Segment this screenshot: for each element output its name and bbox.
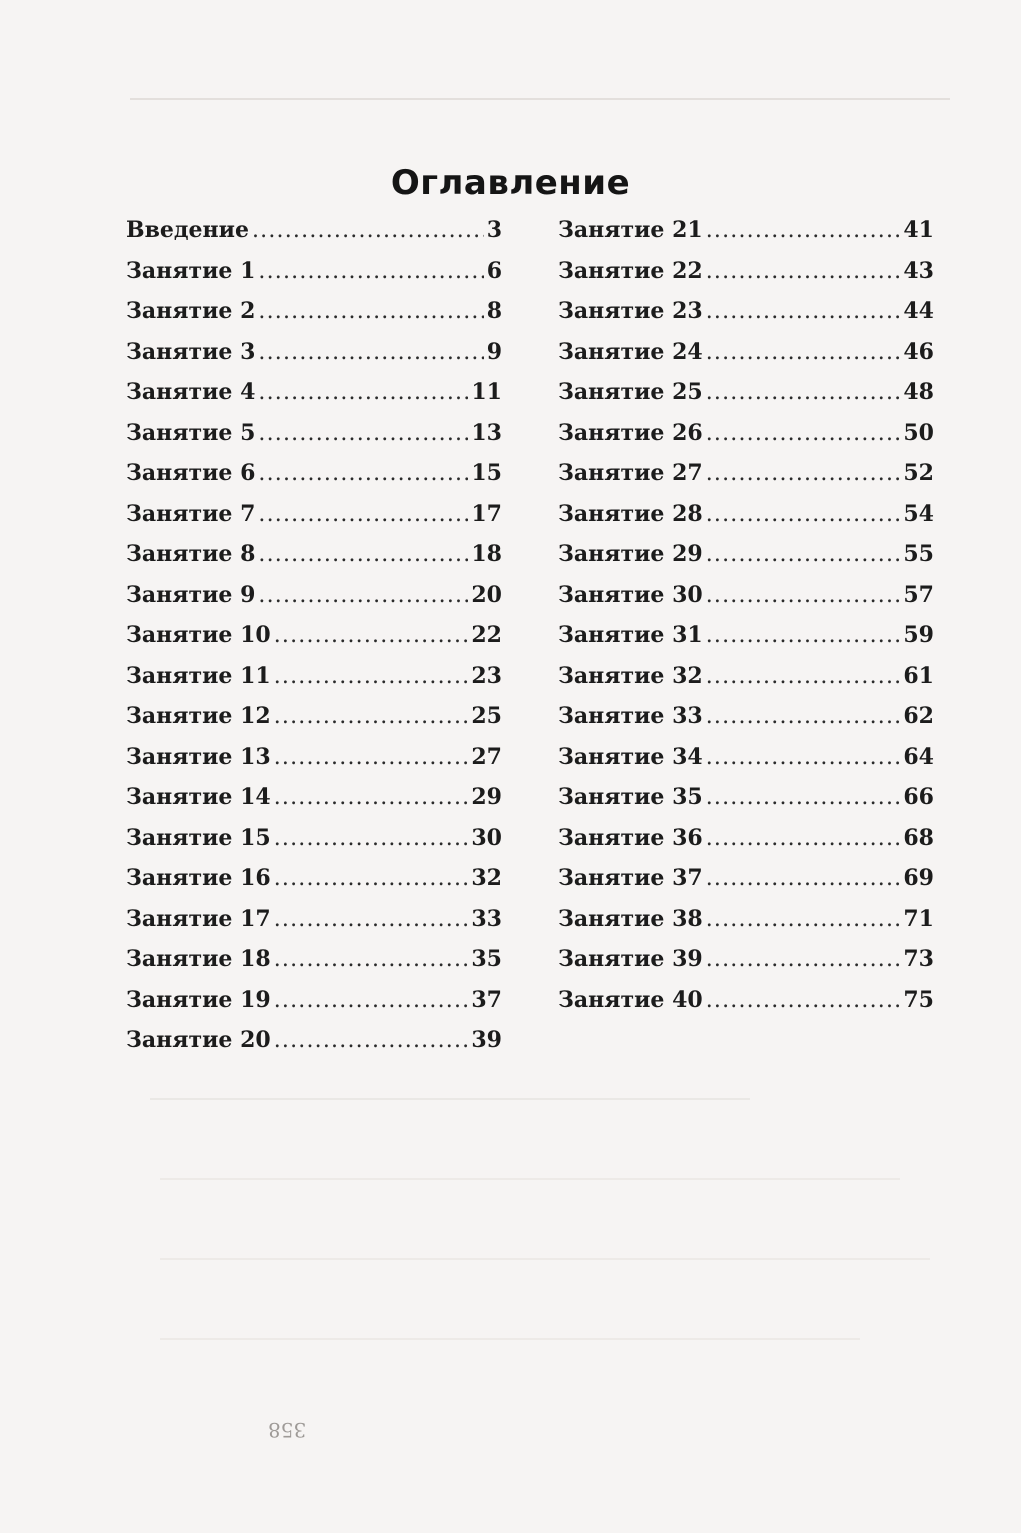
toc-entry bbox=[558, 980, 934, 1021]
toc-entry bbox=[558, 534, 934, 575]
toc-entry-page: 71 bbox=[903, 905, 934, 932]
toc-entry-page: 43 bbox=[903, 257, 934, 284]
page-title: Оглавление bbox=[390, 162, 631, 203]
toc-entry-page: 27 bbox=[471, 743, 502, 770]
toc-entry-label: Занятие 5 bbox=[126, 419, 256, 446]
toc-entry bbox=[126, 656, 502, 697]
toc-entry bbox=[558, 696, 934, 737]
toc-leader-dots bbox=[274, 900, 469, 941]
toc-entry-label: Занятие 6 bbox=[126, 460, 256, 486]
toc-entry-page: 48 bbox=[903, 379, 934, 405]
toc-entry bbox=[558, 332, 934, 373]
toc-entry bbox=[126, 980, 502, 1021]
toc-entry-page: 23 bbox=[471, 662, 502, 689]
toc-leader-dots bbox=[258, 252, 483, 293]
toc-entry-label: Занятие 33 bbox=[558, 703, 703, 729]
toc-entry-page: 55 bbox=[903, 541, 934, 567]
toc-entry bbox=[126, 291, 502, 332]
toc-leader-dots bbox=[706, 940, 901, 981]
toc-entry-label: Занятие 22 bbox=[558, 257, 703, 284]
toc-entry-label: Занятие 35 bbox=[558, 784, 703, 810]
toc-entry-page: 18 bbox=[471, 541, 502, 567]
toc-entry-page: 3 bbox=[486, 217, 502, 243]
toc-entry bbox=[558, 615, 934, 656]
toc-entry bbox=[126, 494, 502, 535]
toc-leader-dots bbox=[706, 697, 901, 738]
toc-leader-dots bbox=[706, 778, 901, 819]
toc-entry-page: 29 bbox=[471, 784, 502, 810]
toc-entry-label: Занятие 13 bbox=[126, 743, 271, 770]
toc-entry-page: 54 bbox=[903, 500, 934, 527]
toc-leader-dots bbox=[258, 535, 468, 576]
toc-entry-label: Занятие 40 bbox=[558, 986, 703, 1013]
toc-leader-dots bbox=[706, 414, 901, 455]
toc-entry bbox=[558, 899, 934, 940]
toc-entry bbox=[126, 534, 502, 575]
toc-entry-label: Занятие 12 bbox=[126, 703, 271, 729]
toc-entry-page: 73 bbox=[903, 946, 934, 972]
toc-leader-dots bbox=[706, 373, 901, 414]
toc-entry-page: 25 bbox=[471, 703, 502, 729]
toc-leader-dots bbox=[274, 738, 469, 779]
toc-leader-dots bbox=[258, 495, 468, 536]
toc-entry-page: 37 bbox=[471, 986, 502, 1013]
toc-leader-dots bbox=[274, 616, 469, 657]
toc-entry-label: Занятие 11 bbox=[126, 662, 271, 689]
bleed-through-line bbox=[160, 1338, 860, 1340]
bleed-through-line bbox=[130, 98, 950, 100]
toc-entry-label: Введение bbox=[126, 217, 249, 243]
toc-entry-label: Занятие 21 bbox=[558, 217, 703, 243]
toc-entry bbox=[126, 453, 502, 494]
toc-entry-page: 15 bbox=[471, 460, 502, 486]
toc-leader-dots bbox=[706, 495, 901, 536]
toc-entry bbox=[126, 1020, 502, 1061]
toc-entry-label: Занятие 36 bbox=[558, 824, 703, 851]
toc-entry-label: Занятие 23 bbox=[558, 298, 703, 324]
toc-leader-dots bbox=[258, 292, 483, 333]
toc-entry-label: Занятие 20 bbox=[126, 1027, 271, 1053]
toc-entry-page: 75 bbox=[903, 986, 934, 1013]
toc-leader-dots bbox=[706, 738, 901, 779]
toc-leader-dots bbox=[258, 333, 483, 374]
toc-leader-dots bbox=[706, 859, 901, 900]
toc-entry-label: Занятие 24 bbox=[558, 338, 703, 365]
toc-leader-dots bbox=[706, 576, 901, 617]
toc-entry-label: Занятие 17 bbox=[126, 905, 271, 932]
toc-entry-page: 17 bbox=[471, 500, 502, 527]
toc-entry bbox=[126, 777, 502, 818]
toc-entry-page: 8 bbox=[486, 298, 502, 324]
toc-entry-label: Занятие 28 bbox=[558, 500, 703, 527]
reverse-page-number: 358 bbox=[268, 1418, 307, 1442]
toc-entry-page: 41 bbox=[903, 217, 934, 243]
toc-entry bbox=[126, 210, 502, 251]
toc-entry bbox=[126, 575, 502, 616]
toc-entry-page: 57 bbox=[903, 581, 934, 608]
bleed-through-line bbox=[150, 1098, 750, 1100]
toc-entry bbox=[126, 615, 502, 656]
toc-entry-label: Занятие 9 bbox=[126, 581, 256, 608]
toc-leader-dots bbox=[258, 373, 468, 414]
toc-entry bbox=[558, 818, 934, 859]
toc-entry-label: Занятие 2 bbox=[126, 298, 256, 324]
toc-entry-page: 13 bbox=[471, 419, 502, 446]
toc-entry-page: 35 bbox=[471, 946, 502, 972]
toc-leader-dots bbox=[706, 454, 901, 495]
toc-entry-page: 62 bbox=[903, 703, 934, 729]
toc-entry-page: 33 bbox=[471, 905, 502, 932]
toc-entry-label: Занятие 26 bbox=[558, 419, 703, 446]
toc-leader-dots bbox=[274, 657, 469, 698]
toc-entry bbox=[558, 494, 934, 535]
toc-entry bbox=[126, 899, 502, 940]
toc-leader-dots bbox=[706, 981, 901, 1022]
toc-leader-dots bbox=[258, 414, 468, 455]
toc-entry-label: Занятие 8 bbox=[126, 541, 256, 567]
toc-entry-label: Занятие 16 bbox=[126, 865, 271, 891]
toc-entry-page: 68 bbox=[903, 824, 934, 851]
toc-entry-label: Занятие 34 bbox=[558, 743, 703, 770]
toc-entry-label: Занятие 32 bbox=[558, 662, 703, 689]
toc-entry-label: Занятие 7 bbox=[126, 500, 256, 527]
toc-leader-dots bbox=[252, 211, 484, 252]
toc-entry-page: 64 bbox=[903, 743, 934, 770]
toc-entry-page: 61 bbox=[903, 662, 934, 689]
toc-entry-label: Занятие 38 bbox=[558, 905, 703, 932]
toc-leader-dots bbox=[274, 981, 469, 1022]
toc-leader-dots bbox=[706, 333, 901, 374]
toc-entry-label: Занятие 4 bbox=[126, 379, 256, 405]
toc-leader-dots bbox=[274, 697, 469, 738]
toc-leader-dots bbox=[274, 778, 469, 819]
toc-entry bbox=[558, 656, 934, 697]
toc-entry bbox=[126, 858, 502, 899]
toc-entry bbox=[558, 737, 934, 778]
toc-entry-label: Занятие 30 bbox=[558, 581, 703, 608]
toc-entry bbox=[126, 818, 502, 859]
toc-entry-page: 50 bbox=[903, 419, 934, 446]
toc-entry-page: 46 bbox=[903, 338, 934, 365]
toc-entry bbox=[126, 939, 502, 980]
toc-entry-page: 69 bbox=[903, 865, 934, 891]
toc-entry-page: 6 bbox=[486, 257, 502, 284]
toc-entry-page: 30 bbox=[471, 824, 502, 851]
toc-entry-page: 32 bbox=[471, 865, 502, 891]
toc-entry bbox=[558, 372, 934, 413]
toc-entry-label: Занятие 27 bbox=[558, 460, 703, 486]
toc-entry bbox=[126, 413, 502, 454]
toc-entry-label: Занятие 10 bbox=[126, 622, 271, 648]
toc-entry bbox=[126, 372, 502, 413]
toc-entry-page: 9 bbox=[486, 338, 502, 365]
toc-entry bbox=[558, 777, 934, 818]
toc-entry bbox=[558, 210, 934, 251]
toc-entry bbox=[558, 291, 934, 332]
toc-entry-page: 66 bbox=[903, 784, 934, 810]
toc-entry-page: 52 bbox=[903, 460, 934, 486]
toc-entry-page: 22 bbox=[471, 622, 502, 648]
bleed-through-line bbox=[160, 1178, 900, 1180]
toc-entry-label: Занятие 14 bbox=[126, 784, 271, 810]
toc-entry-label: Занятие 1 bbox=[126, 257, 256, 284]
toc-entry bbox=[126, 696, 502, 737]
toc-entry bbox=[126, 251, 502, 292]
bleed-through-line bbox=[160, 1258, 930, 1260]
toc-entry-page: 20 bbox=[471, 581, 502, 608]
toc-leader-dots bbox=[274, 940, 469, 981]
toc-entry-page: 11 bbox=[471, 379, 502, 405]
toc-leader-dots bbox=[274, 859, 469, 900]
toc-entry-label: Занятие 25 bbox=[558, 379, 703, 405]
toc-entry-label: Занятие 19 bbox=[126, 986, 271, 1013]
toc-leader-dots bbox=[706, 819, 901, 860]
toc-entry bbox=[558, 858, 934, 899]
toc-entry-label: Занятие 37 bbox=[558, 865, 703, 891]
toc-entry-label: Занятие 39 bbox=[558, 946, 703, 972]
toc-leader-dots bbox=[706, 535, 901, 576]
toc-entry bbox=[558, 575, 934, 616]
toc-entry bbox=[558, 453, 934, 494]
toc-leader-dots bbox=[706, 252, 901, 293]
toc-leader-dots bbox=[274, 1021, 469, 1062]
toc-entry-label: Занятие 15 bbox=[126, 824, 271, 851]
toc-entry-page: 44 bbox=[903, 298, 934, 324]
toc-leader-dots bbox=[706, 900, 901, 941]
toc-leader-dots bbox=[258, 576, 468, 617]
toc-entry-label: Занятие 29 bbox=[558, 541, 703, 567]
toc-entry bbox=[558, 939, 934, 980]
toc-right-column bbox=[558, 210, 934, 1020]
toc-leader-dots bbox=[706, 211, 901, 252]
toc-leader-dots bbox=[706, 292, 901, 333]
toc-leader-dots bbox=[274, 819, 469, 860]
toc-leader-dots bbox=[706, 616, 901, 657]
toc-entry bbox=[126, 332, 502, 373]
toc-entry-page: 59 bbox=[903, 622, 934, 648]
toc-left-column bbox=[126, 210, 502, 1061]
toc-entry bbox=[558, 413, 934, 454]
toc-leader-dots bbox=[258, 454, 468, 495]
toc-entry bbox=[558, 251, 934, 292]
toc-entry-page: 39 bbox=[471, 1027, 502, 1053]
toc-entry-label: Занятие 18 bbox=[126, 946, 271, 972]
toc-entry bbox=[126, 737, 502, 778]
toc-entry-label: Занятие 31 bbox=[558, 622, 703, 648]
toc-entry-label: Занятие 3 bbox=[126, 338, 256, 365]
toc-leader-dots bbox=[706, 657, 901, 698]
